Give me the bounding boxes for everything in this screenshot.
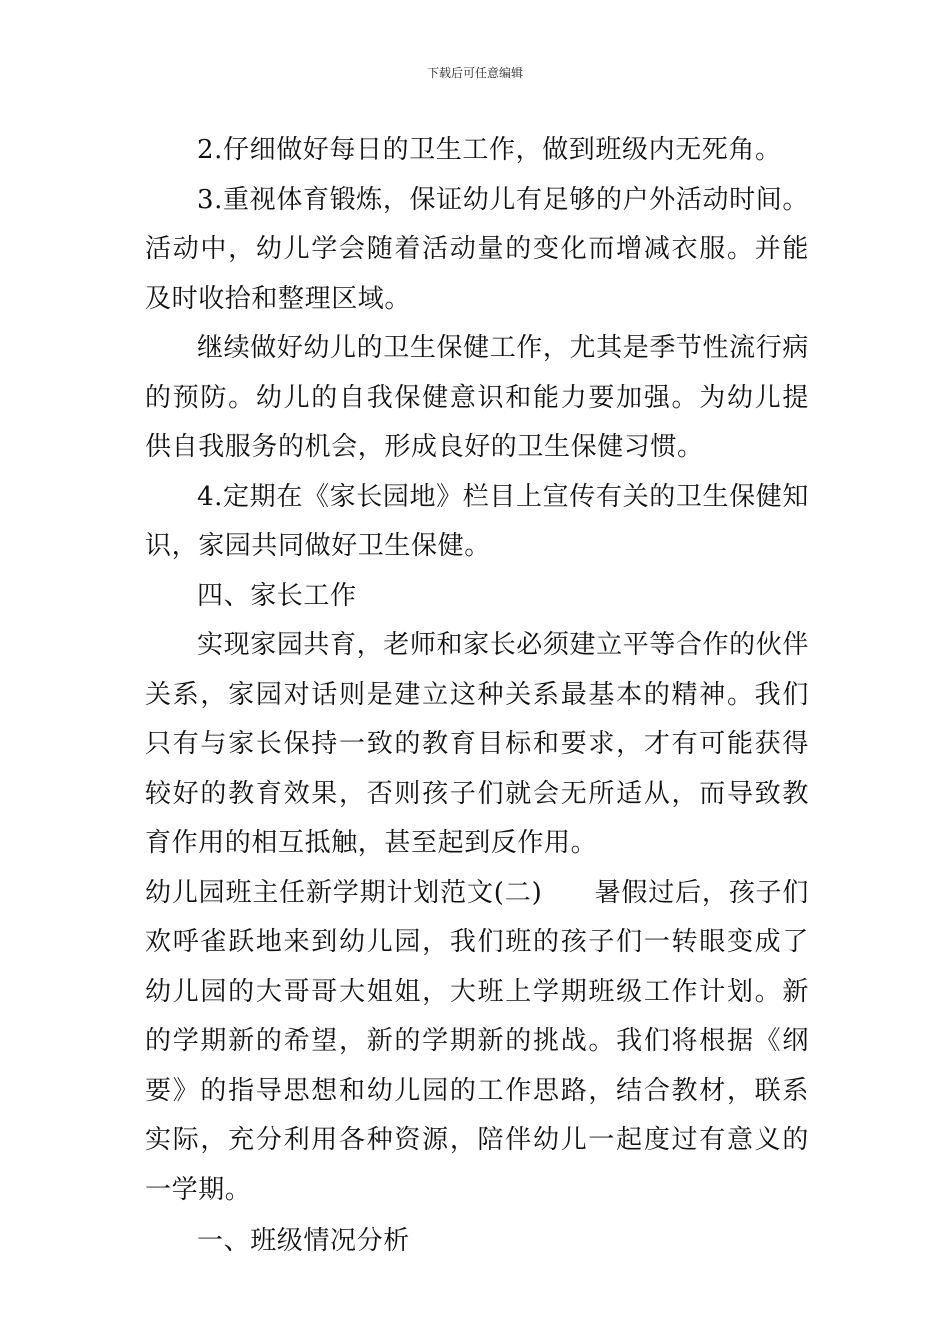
paragraph-home-school-cooperation: 实现家园共育，老师和家长必须建立平等合作的伙伴关系，家园对话则是建立这种关系最基本的精神。我们只有与家长保持一致的教育目标和要求，才有可能获得较好的教育效果，否则孩子们就会无所适从，而导致教育作用的相互抵触，甚至起到反作用。 xyxy=(145,630,809,858)
section-heading-parent-work: 四、家长工作 xyxy=(197,580,357,611)
page-header: 下载后可任意编辑 xyxy=(426,66,523,80)
paragraph-physical-exercise: 3.重视体育锻炼，保证幼儿有足够的户外活动时间。活动中，幼儿学会随着活动量的变化而增减衣服。并能及时收拾和整理区域。 xyxy=(145,184,809,314)
paragraph-section-two xyxy=(145,869,809,1216)
document-body xyxy=(145,126,809,1267)
paragraph-health-care: 继续做好幼儿的卫生保健工作，尤其是季节性流行病的预防。幼儿的自我保健意识和能力要加强。为幼儿提供自我服务的机会，形成良好的卫生保健习惯。 xyxy=(145,333,809,462)
section-heading-class-analysis: 一、班级情况分析 xyxy=(197,1226,410,1256)
section-two-intro: 暑假过后，孩子们欢呼雀跃地来到幼儿园，我们班的孩子们一转眼变成了幼儿园的大哥哥大姐姐，大班上学期班级工作计划。新的学期新的希望，新的学期新的挑战。我们将根据《纲要》的指导思想和幼儿园的工作思路，结合教材，联系实际，充分利用各种资源，陪伴幼儿一起度过有意义的一学期。 xyxy=(145,877,809,1205)
paragraph-hygiene-daily: 2.仔细做好每日的卫生工作，做到班级内无死角。 xyxy=(197,135,782,165)
paragraph-parent-board: 4.定期在《家长园地》栏目上宣传有关的卫生保健知识，家园共同做好卫生保健。 xyxy=(145,481,809,561)
section-two-title: 幼儿园班主任新学期计划范文(二) xyxy=(145,877,543,908)
